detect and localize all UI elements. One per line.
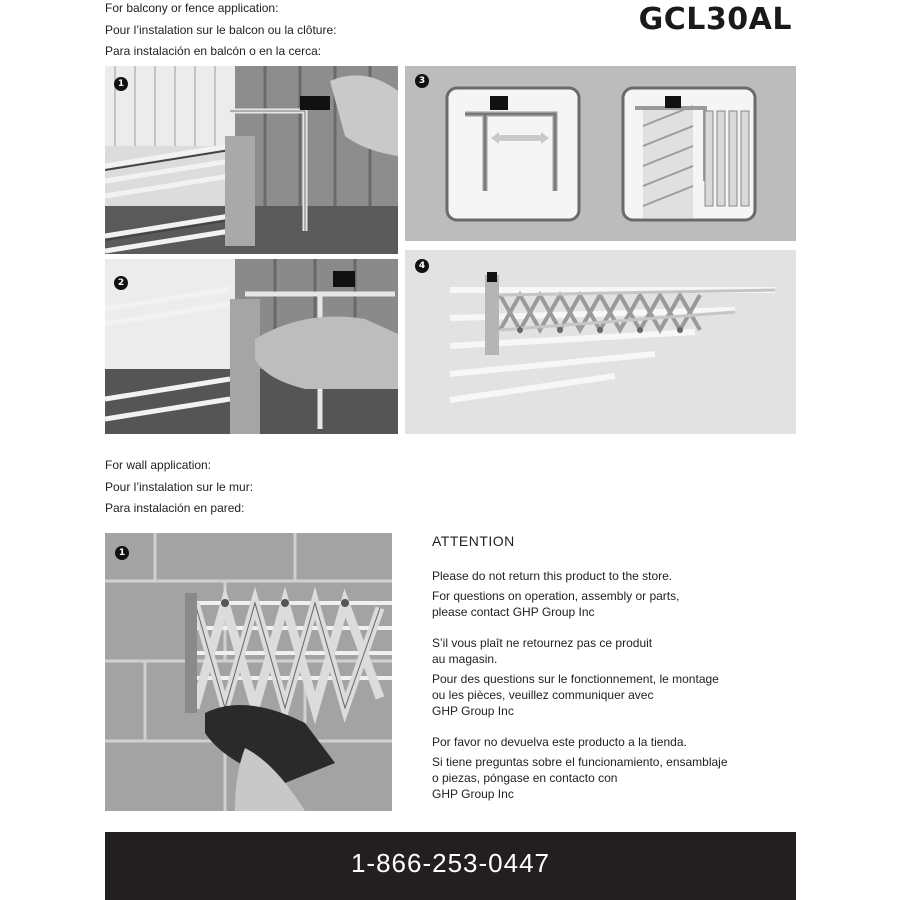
balcony-step-4-image: [405, 250, 796, 434]
wall-line-es: Para instalación en pared:: [105, 501, 245, 515]
wall-instructions: [105, 455, 253, 520]
model-number: GCL30AL: [638, 2, 792, 37]
balcony-line-fr: Pour l’instalation sur le balcon ou la clôture:: [105, 22, 337, 37]
wall-line-en: For wall application:: [105, 458, 212, 472]
step-badge-3: 3: [415, 74, 429, 88]
wall-step-1-image: [105, 533, 392, 811]
attention-es-4: GHP Group Inc: [432, 787, 514, 801]
attention-fr-3: Pour des questions sur le fonctionnement, le montage: [432, 672, 719, 686]
wall-step-badge-1: 1: [115, 546, 129, 560]
phone-number: 1-866-253-0447: [350, 848, 551, 878]
wall-line-fr: Pour l’instalation sur le mur:: [105, 479, 254, 494]
balcony-step-1-image: [105, 66, 398, 254]
attention-text: [432, 568, 762, 802]
attention-fr-1: S’il vous plaît ne retournez pas ce produit: [432, 636, 653, 650]
phone-bar: [105, 832, 796, 900]
attention-fr-4: ou les pièces, veuillez communiquer avec: [432, 688, 654, 702]
balcony-step-3-image: [405, 66, 796, 241]
step-badge-4: 4: [415, 259, 429, 273]
balcony-line-es: Para instalación en balcón o en la cerca:: [105, 44, 322, 58]
attention-es-1: Por favor no devuelva este producto a la tienda.: [432, 735, 687, 749]
attention-en-2: For questions on operation, assembly or parts,: [432, 589, 680, 603]
balcony-instructions: [105, 0, 336, 63]
attention-en-1: Please do not return this product to the store.: [432, 569, 673, 583]
attention-heading: ATTENTION: [432, 533, 515, 549]
attention-fr-5: GHP Group Inc: [432, 704, 514, 718]
balcony-step-2-image: [105, 259, 398, 434]
attention-es-3: o piezas, póngase en contacto con: [432, 771, 618, 785]
attention-es-2: Si tiene preguntas sobre el funcionamiento, ensamblaje: [432, 755, 728, 769]
attention-en-3: please contact GHP Group Inc: [432, 605, 595, 619]
step-badge-1: 1: [114, 77, 128, 91]
balcony-line-en: For balcony or fence application:: [105, 1, 279, 15]
step-badge-2: 2: [114, 276, 128, 290]
attention-fr-2: au magasin.: [432, 652, 498, 666]
